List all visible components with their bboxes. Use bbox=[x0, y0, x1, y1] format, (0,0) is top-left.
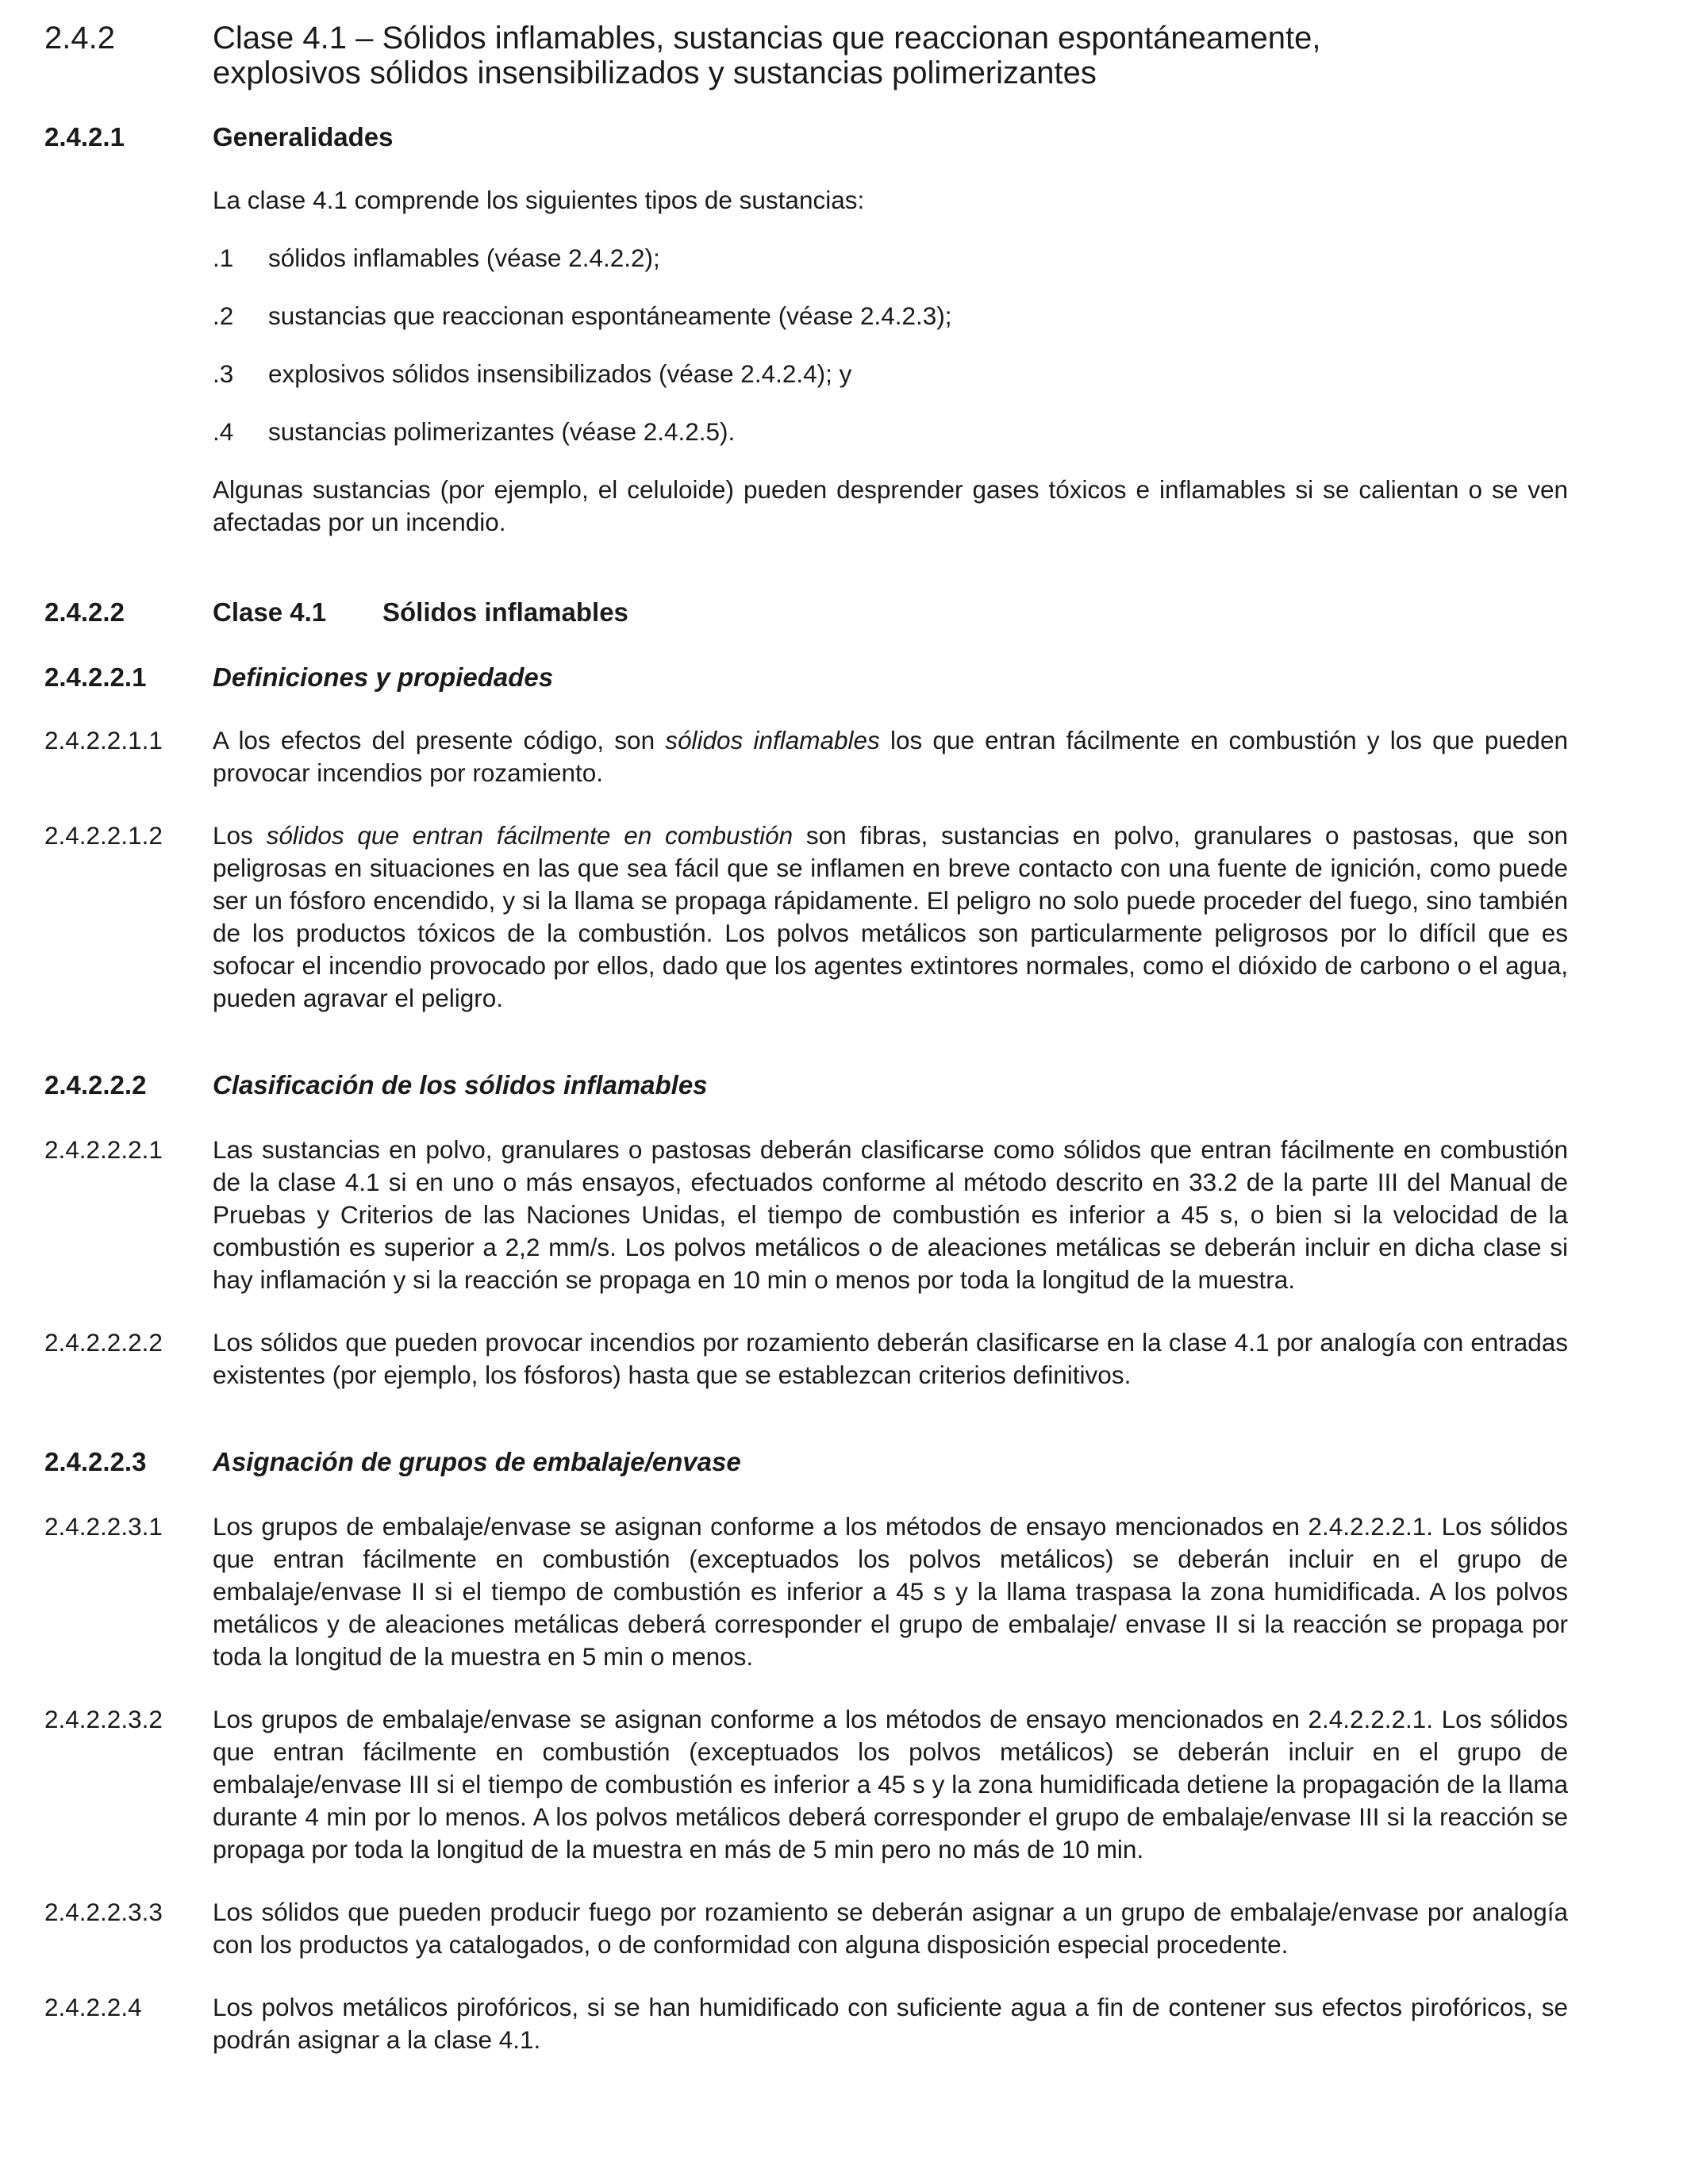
heading-number: 2.4.2.2.1 bbox=[44, 662, 147, 692]
heading-title: Generalidades bbox=[213, 122, 394, 152]
heading-number: 2.4.2.2.2 bbox=[44, 1070, 147, 1100]
heading-number: 2.4.2.2.3 bbox=[44, 1447, 147, 1476]
paragraph-number: 2.4.2.2.4 bbox=[44, 1993, 142, 2021]
heading-title: Clase 4.1 Sólidos inflamables bbox=[213, 597, 628, 627]
paragraph-2-4-2-2-3-1: 2.4.2.2.3.1 Los grupos de embalaje/envase se asignan conforme a los métodos de ensayo mencionados en 2.4.2.2.2.1. Los sólidos que entran fácilmente en combustión (exceptuados los polvos metálicos) se deberán incluir en el grupo de embalaje/envase II si el tiempo de combustión es inferior a 45 s y la llama traspasa la zona humidificada. A los polvos metálicos y de aleaciones metálicas deberá corresponder el grupo de embalaje/ envase II si la reacción se propaga por toda la longitud de la muestra en 5 min o menos. bbox=[44, 1512, 1568, 1671]
section-title: Clase 4.1 – Sólidos inflamables, sustancias que reaccionan espontáneamente, explosivos sólidos insensibilizados y sustancias polimerizantes bbox=[213, 21, 1321, 90]
paragraph-number: 2.4.2.2.2.1 bbox=[44, 1135, 163, 1164]
list-item: .3 explosivos sólidos insensibilizados (véase 2.4.2.4); y bbox=[213, 359, 852, 388]
paragraph-number: 2.4.2.2.3.3 bbox=[44, 1898, 163, 1926]
heading-title: Clasificación de los sólidos inflamables bbox=[213, 1070, 708, 1100]
section-number: 2.4.2 bbox=[44, 21, 115, 56]
paragraph-2-4-2-2-2-1: 2.4.2.2.2.1 Las sustancias en polvo, granulares o pastosas deberán clasificarse como sólidos que entran fácilmente en combustión de la clase 4.1 si en uno o más ensayos, efectuados conforme al método descrito en 33.2 de la parte III del Manual de Pruebas y Criterios de las Naciones Unidas, el tiempo de combustión es inferior a 45 s, o bien si la velocidad de la combustión es superior a 2,2 mm/s. Los polvos metálicos o de aleaciones metálicas se deberán incluir en dicha clase si hay inflamación y si la reacción se propaga en 10 min o menos por toda la longitud de la muestra. bbox=[44, 1135, 1568, 1294]
paragraph-2-4-2-2-2-2: 2.4.2.2.2.2 Los sólidos que pueden provocar incendios por rozamiento deberán clasificarse en la clase 4.1 por analogía con entradas existentes (por ejemplo, los fósforos) hasta que se establezcan criterios definitivos. bbox=[44, 1328, 1568, 1389]
paragraph-note: Algunas sustancias (por ejemplo, el celuloide) pueden desprender gases tóxicos e inflamables si se calientan o se ven afectadas por un incendio. bbox=[213, 475, 1568, 536]
paragraph-2-4-2-2-4: 2.4.2.2.4 Los polvos metálicos pirofóricos, si se han humidificado con suficiente agua a fin de contener sus efectos pirofóricos, se podrán asignar a la clase 4.1. bbox=[44, 1993, 1568, 2054]
heading-2-4-2-2-1 bbox=[44, 661, 1568, 694]
paragraph-number: 2.4.2.2.2.2 bbox=[44, 1328, 163, 1357]
document-page bbox=[44, 21, 1568, 2056]
paragraph-2-4-2-2-1-1: 2.4.2.2.1.1 A los efectos del presente código, son sólidos inflamables los que entran fácilmente en combustión y los que pueden provocar incendios por rozamiento. bbox=[44, 726, 1568, 787]
heading-2-4-2-2 bbox=[44, 596, 1568, 629]
paragraph-2-4-2-2-3-2: 2.4.2.2.3.2 Los grupos de embalaje/envase se asignan conforme a los métodos de ensayo mencionados en 2.4.2.2.2.1. Los sólidos que entran fácilmente en combustión (exceptuados los polvos metálicos) se deberán incluir en el grupo de embalaje/envase III si el tiempo de combustión es inferior a 45 s y la zona humidificada detiene la propagación de la llama durante 4 min por lo menos. A los polvos metálicos deberá corresponder el grupo de embalaje/envase III si la reacción se propaga por toda la longitud de la muestra en más de 5 min pero no más de 10 min. bbox=[44, 1705, 1568, 1864]
paragraph-number: 2.4.2.2.3.2 bbox=[44, 1705, 163, 1733]
section-heading-2-4-2 bbox=[44, 21, 1568, 90]
type-list bbox=[44, 242, 1568, 448]
heading-2-4-2-2-2 bbox=[44, 1069, 1568, 1102]
paragraph-2-4-2-2-1-2: 2.4.2.2.1.2 Los sólidos que entran fácilmente en combustión son fibras, sustancias en polvo, granulares o pastosas, que son peligrosas en situaciones en las que sea fácil que se inflamen en breve contacto con una fuente de ignición, como puede ser un fósforo encendido, y si la llama se propaga rápidamente. El peligro no solo puede proceder del fuego, sino también de los productos tóxicos de la combustión. Los polvos metálicos son particularmente peligrosos por lo difícil que es sofocar el incendio provocado por ellos, dado que los agentes extintores normales, como el dióxido de carbono o el agua, pueden agravar el peligro. bbox=[44, 821, 1568, 1012]
list-item: .1 sólidos inflamables (véase 2.4.2.2); bbox=[213, 244, 660, 272]
paragraph-2-4-2-2-3-3: 2.4.2.2.3.3 Los sólidos que pueden producir fuego por rozamiento se deberán asignar a un grupo de embalaje/envase por analogía con los productos ya catalogados, o de conformidad con alguna disposición especial procedente. bbox=[44, 1898, 1568, 1959]
paragraph-number: 2.4.2.2.3.1 bbox=[44, 1512, 163, 1541]
heading-2-4-2-2-3 bbox=[44, 1445, 1568, 1479]
heading-number: 2.4.2.2 bbox=[44, 597, 125, 627]
paragraph-number: 2.4.2.2.1.1 bbox=[44, 726, 163, 754]
heading-title: Asignación de grupos de embalaje/envase bbox=[213, 1447, 741, 1476]
heading-number: 2.4.2.1 bbox=[44, 122, 125, 152]
list-item: .4 sustancias polimerizantes (véase 2.4.2.5). bbox=[213, 417, 736, 446]
paragraph-number: 2.4.2.2.1.2 bbox=[44, 821, 163, 850]
heading-title: Definiciones y propiedades bbox=[213, 662, 554, 692]
list-item: .2 sustancias que reaccionan espontáneamente (véase 2.4.2.3); bbox=[213, 301, 952, 330]
paragraph-intro: La clase 4.1 comprende los siguientes tipos de sustancias: bbox=[213, 186, 865, 214]
heading-2-4-2-1 bbox=[44, 121, 1568, 154]
